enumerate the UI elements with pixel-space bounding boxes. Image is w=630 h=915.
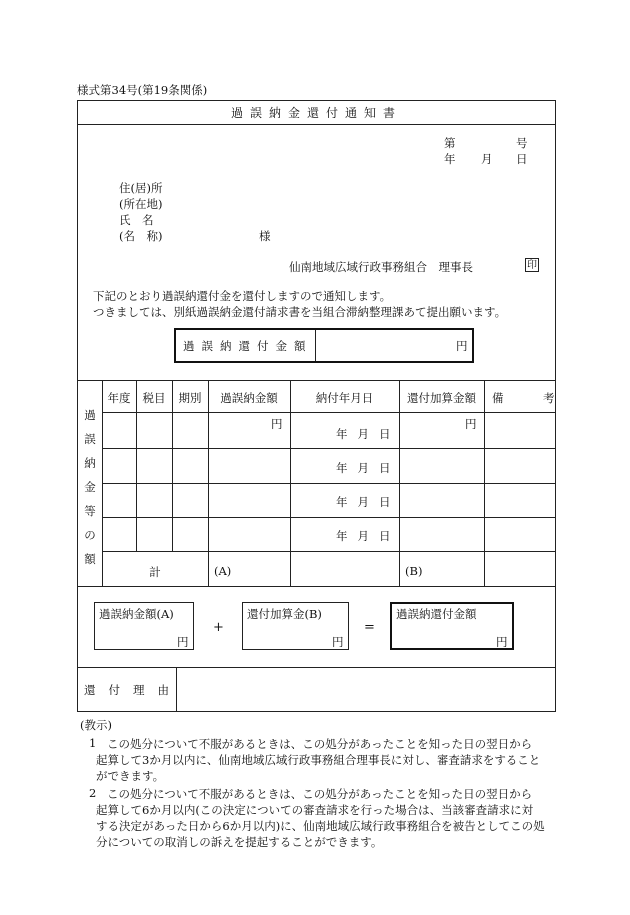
table-row-border — [102, 483, 556, 484]
row-date — [336, 460, 391, 476]
title-divider — [78, 124, 556, 125]
table-header-border — [102, 412, 556, 413]
reason-label: 還付理由 — [84, 683, 182, 697]
row-date-year: 年 — [336, 427, 348, 441]
form-title: 過誤納金還付通知書 — [230, 106, 402, 120]
date-month-label: 月 — [481, 152, 493, 166]
header-addition: 還付加算金額 — [407, 391, 476, 405]
row-date-day: 日 — [379, 427, 391, 441]
header-remarks-text: 備 考 — [492, 391, 569, 405]
notice-line-2: つきましては、別紙過誤納金還付請求書を当組合滞納整理課あて提出願います。 — [93, 305, 507, 319]
calc-result-label: 過誤納還付金額 — [396, 607, 477, 621]
total-mark-a: (A) — [214, 564, 232, 578]
location-label: (所在地) — [119, 197, 163, 211]
table-col-border — [102, 380, 103, 586]
header-tax: 税目 — [142, 391, 166, 405]
total-mark-b: (B) — [405, 564, 423, 578]
row-date-year: 年 — [336, 495, 348, 509]
table-side-label — [78, 407, 102, 575]
side-label-char: 金 — [84, 480, 96, 494]
side-label-char: の — [84, 528, 96, 542]
issuer-name: 仙南地域広域行政事務組合 理事長 — [289, 260, 473, 274]
side-label-char: 過 — [84, 408, 96, 422]
header-overpaid: 過誤納金額 — [220, 391, 278, 405]
row-date-year: 年 — [336, 461, 348, 475]
side-label-char: 誤 — [84, 432, 96, 446]
calc-b-unit: 円 — [332, 635, 344, 649]
plus-sign: + — [213, 620, 224, 635]
doc-number-suffix: 号 — [516, 136, 528, 150]
side-label-char: 額 — [84, 552, 96, 566]
instruction-2-line: する決定があった日から6か月以内)に、仙南地域広域行政事務組合を被告としてこの処 — [96, 819, 545, 833]
header-remarks — [492, 390, 569, 406]
row-date-day: 日 — [379, 495, 391, 509]
instruction-2-line: この処分について不服があるときは、この処分があったことを知った日の翌日から — [107, 787, 533, 801]
calc-b-label: 還付加算金(B) — [247, 607, 322, 621]
row-date-month: 月 — [357, 495, 369, 509]
doc-number-prefix: 第 — [444, 136, 456, 150]
instructions-heading: (教示) — [80, 718, 112, 732]
instruction-2-line: 起算して6か月以内(この決定についての審査請求を行った場合は、当該審査請求に対 — [96, 803, 534, 817]
name-label: 氏 名 — [119, 213, 154, 227]
calc-a-label: 過誤納金額(A) — [99, 607, 174, 621]
date-year-label: 年 — [444, 152, 456, 166]
row-date — [336, 426, 391, 442]
refund-total-divider — [315, 330, 316, 361]
instruction-1-number: 1 — [89, 736, 97, 750]
header-year: 年度 — [107, 391, 131, 405]
instruction-1-line: 起算して3か月以内に、仙南地域広域行政事務組合理事長に対し、審査請求をすること — [96, 753, 541, 767]
instruction-2-number: 2 — [89, 786, 97, 800]
form-number: 様式第34号(第19条関係) — [77, 83, 208, 97]
instruction-1-line: ができます。 — [96, 769, 165, 783]
instruction-1-line: この処分について不服があるときは、この処分があったことを知った日の翌日から — [107, 737, 533, 751]
table-col-border — [290, 380, 291, 586]
address-label: 住(居)所 — [119, 181, 163, 195]
row-date — [336, 528, 391, 544]
row-date-day: 日 — [379, 529, 391, 543]
org-name-label: (名 称) — [119, 229, 163, 243]
date-day-label: 日 — [516, 152, 528, 166]
table-row-border — [102, 517, 556, 518]
total-label: 計 — [149, 565, 161, 579]
row-date-month: 月 — [357, 529, 369, 543]
table-col-border — [484, 380, 485, 586]
row-date-day: 日 — [379, 461, 391, 475]
side-label-char: 納 — [84, 456, 96, 470]
honorific: 様 — [259, 229, 271, 243]
overpaid-unit: 円 — [271, 417, 283, 431]
equals-sign: = — [364, 620, 375, 635]
row-date — [336, 494, 391, 510]
table-col-border — [399, 380, 400, 586]
refund-total-label: 過誤納還付金額 — [183, 339, 313, 353]
table-col-border — [208, 380, 209, 586]
row-date-year: 年 — [336, 529, 348, 543]
table-row-border — [102, 448, 556, 449]
seal-mark: 印 — [527, 260, 537, 271]
calc-a-unit: 円 — [177, 635, 189, 649]
calc-result-unit: 円 — [496, 635, 508, 649]
table-row-border — [102, 551, 556, 552]
row-date-month: 月 — [357, 461, 369, 475]
table-bottom-border — [78, 586, 556, 587]
header-period: 期別 — [178, 391, 202, 405]
reason-top-border — [78, 667, 556, 668]
notice-line-1: 下記のとおり過誤納還付金を還付しますので通知します。 — [93, 289, 392, 303]
addition-unit: 円 — [465, 417, 477, 431]
side-label-char: 等 — [84, 504, 96, 518]
instruction-2-line: 分についての取消しの訴えを提起することができます。 — [96, 835, 383, 849]
refund-total-unit: 円 — [456, 339, 468, 353]
header-paid-date: 納付年月日 — [315, 391, 374, 405]
row-date-month: 月 — [357, 427, 369, 441]
